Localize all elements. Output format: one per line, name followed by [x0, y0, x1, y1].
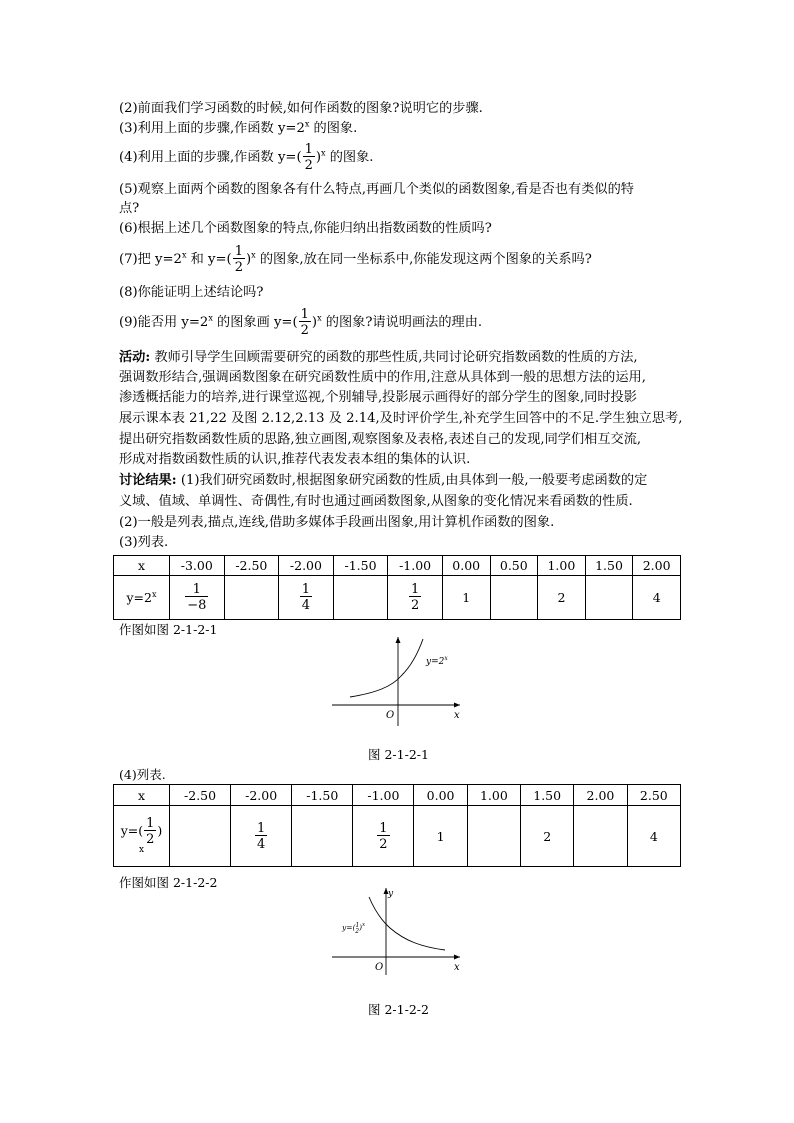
table-cell: 2.00: [633, 556, 681, 576]
x-axis-arrow-icon: [454, 955, 460, 960]
x-axis-label: x: [454, 962, 460, 973]
question-2: (2)前面我们学习函数的时候,如何作函数的图象?说明它的步骤.: [119, 101, 483, 116]
discussion-line-3: (2)一般是列表,描点,连线,借助多媒体手段画出图象,用计算机作函数的图象.: [119, 515, 555, 530]
fraction-one-half: $\frac{1}{2}$: [146, 815, 155, 847]
fraction-one-half: $\frac{1}{2}$: [304, 142, 313, 173]
table-cell: 1.00: [467, 785, 520, 806]
question-6: (6)根据上述几个函数图象的特点,你能归纳出指数函数的性质吗?: [119, 221, 492, 236]
question-9: (9)能否用 $y=2^x$ 的图象画 y=( $\frac{1}{2}$ )$^x$ 的图象?请说明画法的理由.: [119, 307, 483, 338]
table-cell: 2.00: [574, 785, 627, 806]
y-axis-arrow-icon: [396, 637, 401, 643]
table-cell: $y=2^x$: [114, 576, 170, 620]
table-cell: [388, 576, 443, 620]
table-cell: 0.00: [414, 785, 467, 806]
question-3: (3)利用上面的步骤,作函数 $y=2^x$ 的图象.: [119, 119, 358, 136]
fraction-cell: $\frac{1}{2}$: [410, 582, 420, 613]
table-cell: 2: [521, 806, 574, 867]
question-4: (4)利用上面的步骤,作函数 y=( $\frac{1}{2}$ )$^x$ 的图象.: [119, 142, 374, 173]
table-header-row: [114, 556, 681, 576]
table-cell: [114, 806, 170, 867]
value-table-2x: [113, 555, 681, 620]
table-cell: -2.50: [224, 556, 279, 576]
activity-line-5: 提出研究指数函数性质的思路,独立画图,观察图象及表格,表述自己的发现,同学们相互交流,: [119, 432, 642, 447]
activity-line-2: 强调数形结合,强调函数图象在研究函数性质中的作用,注意从具体到一般的思想方法的运用,: [119, 370, 646, 385]
table-cell: 4: [627, 806, 680, 867]
table-cell: [574, 806, 627, 867]
discussion-line-4: (3)列表.: [119, 535, 169, 550]
figure-1-intro: 作图如图 2-1-2-1: [119, 622, 218, 637]
table-cell: -1.00: [388, 556, 443, 576]
question-5-line-1: (5)观察上面两个函数的图象各有什么特点,再画几个类似的函数图象,看是否也有类似的特: [119, 182, 634, 197]
origin-label: O: [386, 710, 395, 721]
y-axis-label: y: [388, 889, 394, 899]
table-cell: [170, 806, 231, 867]
fraction-cell: $\frac{1}{2}$: [379, 820, 388, 852]
fraction-one-half: $\frac{1}{2}$: [234, 244, 243, 275]
fraction-one-half: $\frac{1}{2}$: [300, 307, 309, 338]
table-cell: 1.00: [538, 556, 586, 576]
table-cell: 2: [538, 576, 586, 620]
x-axis-label: x: [454, 710, 460, 721]
table-cell: [333, 576, 388, 620]
table-cell: [224, 576, 279, 620]
curve-label: y=($^1$ 2)$^x$: [342, 922, 366, 935]
table-cell: -2.50: [170, 785, 231, 806]
curve-half-x: [369, 897, 445, 950]
value-table-half-x: [113, 784, 681, 867]
table-cell: [279, 576, 334, 620]
table-cell: -1.50: [292, 785, 353, 806]
discussion-label: 讨论结果:: [119, 473, 177, 488]
table-cell: 1.50: [521, 785, 574, 806]
question-8: (8)你能证明上述结论吗?: [119, 285, 264, 300]
question-5-line-2: 点?: [119, 201, 140, 216]
discussion-line-1: 讨论结果: (1)我们研究函数时,根据图象研究函数的性质,由具体到一般,一般要考虑函数的定: [119, 473, 648, 488]
table-row: [114, 806, 681, 867]
activity-line-1: 活动: 教师引导学生回顾需要研究的函数的那些性质,共同讨论研究指数函数的性质的方法,: [119, 350, 638, 365]
table-cell: 1.50: [585, 556, 633, 576]
origin-label: O: [375, 962, 384, 973]
table-cell: x: [114, 556, 170, 576]
x-axis-arrow-icon: [454, 703, 460, 708]
table-cell: [585, 576, 633, 620]
table-2-title: (4)列表.: [119, 767, 166, 782]
table-cell: x: [114, 785, 170, 806]
activity-line-4: 展示课本表 21,22 及图 2.12,2.13 及 2.14,及时评价学生,补充学生回答中的不足.学生独立思考,: [119, 411, 683, 426]
table-header-row: [114, 785, 681, 806]
fraction-cell: $\frac{1}{4}$: [301, 582, 311, 613]
graph-exponential-half-x: [330, 885, 470, 977]
curve-2x: [350, 639, 423, 697]
row-label-exponent: x: [138, 844, 145, 855]
table-cell: [292, 806, 353, 867]
activity-line-6: 形成对指数函数性质的认识,推荐代表发表本组的集体的认识.: [119, 452, 471, 467]
table-cell: 0.50: [490, 556, 538, 576]
table-cell: -2.00: [279, 556, 334, 576]
table-cell: [231, 806, 292, 867]
table-cell: -1.00: [353, 785, 414, 806]
table-row: [114, 576, 681, 620]
activity-line-3: 渗透概括能力的培养,进行课堂巡视,个别辅导,投影展示画得好的部分学生的图象,同时投影: [119, 390, 637, 405]
row-label: y=( $\frac{1}{2}$ ): [120, 815, 163, 847]
table-cell: 1: [414, 806, 467, 867]
figure-2-caption: 图 2-1-2-2: [368, 1002, 429, 1017]
table-cell: [490, 576, 538, 620]
table-cell: -3.00: [170, 556, 225, 576]
table-cell: 4: [633, 576, 681, 620]
figure-2-intro: 作图如图 2-1-2-2: [119, 875, 218, 890]
table-cell: [170, 576, 225, 620]
table-cell: 2.50: [627, 785, 680, 806]
table-cell: [353, 806, 414, 867]
table-cell: [467, 806, 520, 867]
table-cell: 0.00: [442, 556, 490, 576]
fraction-cell: $\frac{1}{-8}$: [187, 582, 207, 613]
table-cell: -1.50: [333, 556, 388, 576]
discussion-line-2: 义域、值域、单调性、奇偶性,有时也通过画函数图象,从图象的变化情况来看函数的性质.: [119, 494, 633, 509]
graph-exponential-2x: [330, 633, 470, 728]
question-7: (7)把 $y=2^x$ 和 y=( $\frac{1}{2}$ )$^x$ 的图象,放在同一坐标系中,你能发现这两个图象的关系吗?: [119, 244, 592, 275]
figure-1-caption: 图 2-1-2-1: [368, 747, 429, 762]
fraction-cell: $\frac{1}{4}$: [257, 820, 266, 852]
activity-label: 活动:: [119, 350, 151, 365]
table-cell: 1: [442, 576, 490, 620]
curve-label: $y=2^x$: [426, 655, 448, 667]
table-cell: -2.00: [231, 785, 292, 806]
